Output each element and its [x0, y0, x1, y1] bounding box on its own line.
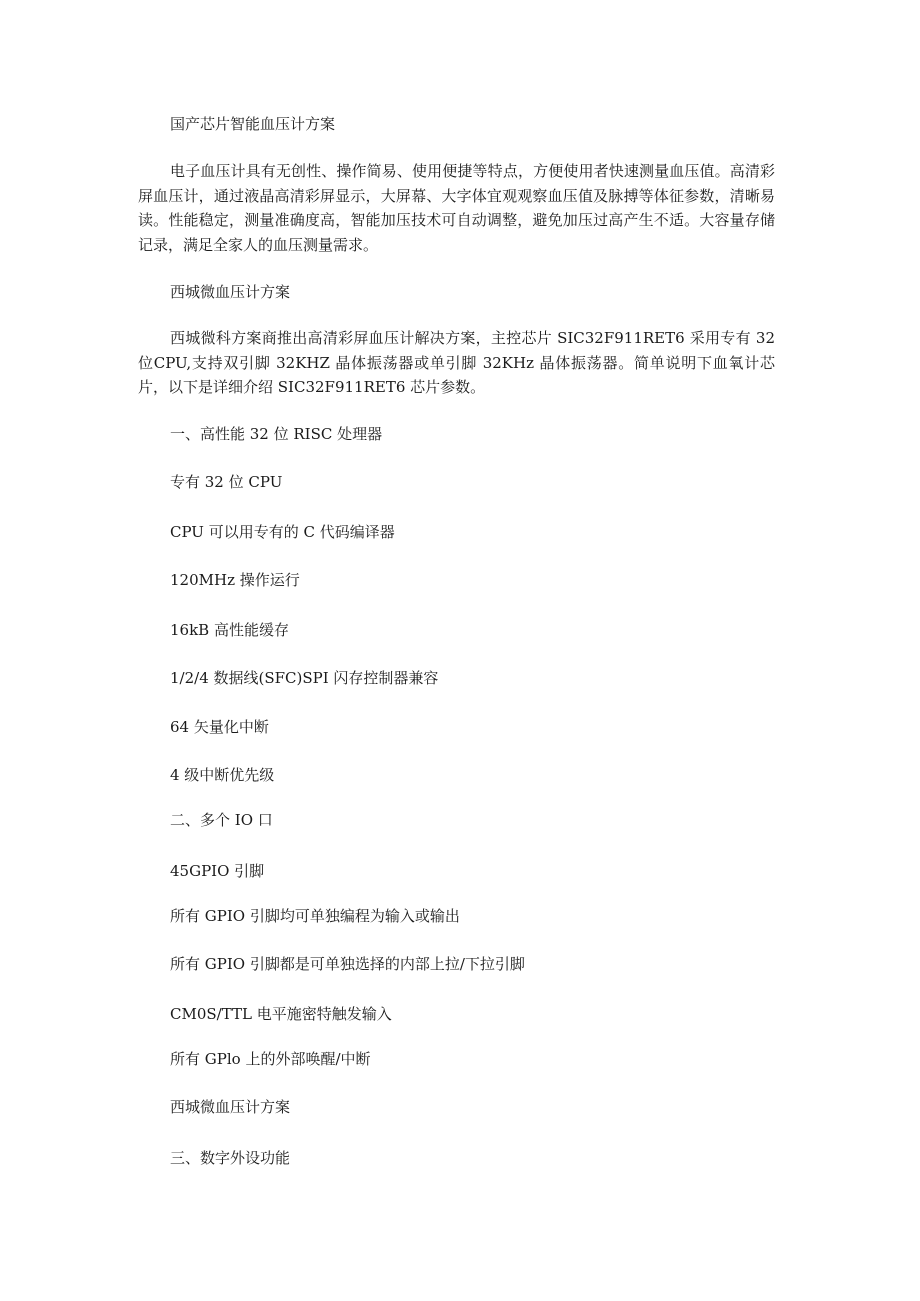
- list-item: CPU 可以用专有的 C 代码编译器: [170, 523, 395, 541]
- solution-paragraph: 西城微科方案商推出高清彩屏血压计解决方案，主控芯片 SIC32F911RET6 采用专有 32 位CPU,支持双引脚 32KHZ 晶体振荡器或单引脚 32KHz 晶体振荡器。简单说明下血氧计芯片，以下是详细介绍 SIC32F911RET6 芯片参数。: [138, 329, 775, 396]
- list-item: 1/2/4 数据线(SFC)SPI 闪存控制器兼容: [170, 669, 439, 687]
- list-item: 45GPIO 引脚: [170, 862, 265, 880]
- list-item: 所有 GPIO 引脚均可单独编程为输入或输出: [170, 907, 460, 925]
- section-heading-digital: 三、数字外设功能: [170, 1149, 291, 1167]
- list-item: 所有 GPlo 上的外部唤醒/中断: [170, 1050, 371, 1068]
- list-item: 64 矢量化中断: [170, 718, 269, 736]
- list-item: CM0S/TTL 电平施密特触发输入: [170, 1005, 392, 1023]
- list-item: 所有 GPIO 引脚都是可单独选择的内部上拉/下拉引脚: [170, 955, 525, 973]
- section-heading-processor: 一、高性能 32 位 RISC 处理器: [170, 425, 383, 443]
- section-heading-io: 二、多个 IO 口: [170, 811, 273, 829]
- list-item: 120MHz 操作运行: [170, 571, 300, 589]
- document-title: 国产芯片智能血压计方案: [170, 115, 336, 133]
- section-subtitle: 西城微血压计方案: [170, 283, 291, 301]
- list-item: 16kB 高性能缓存: [170, 621, 289, 639]
- list-item: 专有 32 位 CPU: [170, 473, 283, 491]
- intro-paragraph: 电子血压计具有无创性、操作简易、使用便捷等特点，方便使用者快速测量血压值。高清彩屏血压计，通过液晶高清彩屏显示，大屏幕、大字体宜观观察血压值及脉搏等体征参数，清晰易读。性能稳定，测量准确度高，智能加压技术可自动调整，避免加压过高产生不适。大容量存储记录，满足全家人的血压测量需求。: [138, 162, 775, 254]
- section-label: 西城微血压计方案: [170, 1098, 291, 1116]
- list-item: 4 级中断优先级: [170, 766, 275, 784]
